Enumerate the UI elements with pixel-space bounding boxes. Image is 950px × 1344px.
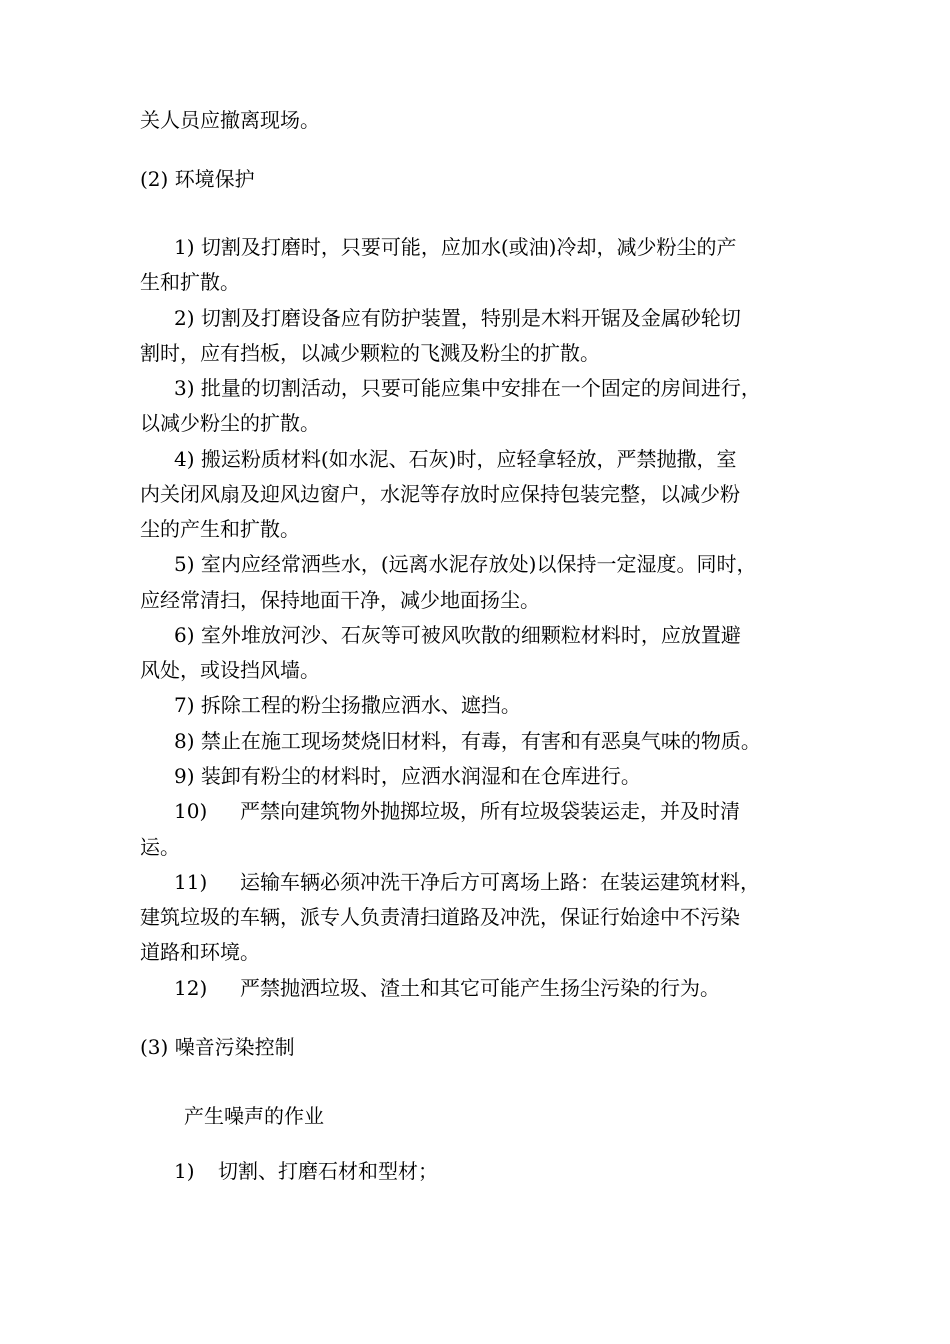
list-item — [174, 798, 740, 824]
list-item-line: 8) 禁止在施工现场焚烧旧材料，有毒，有害和有恶臭气味的物质。 — [174, 729, 761, 753]
list-item-line: 内关闭风扇及迎风边窗户，水泥等存放时应保持包装完整，以减少粉 — [140, 482, 740, 506]
section-heading-environment: (2) 环境保护 — [140, 167, 255, 191]
list-item-number: 11) — [174, 870, 208, 894]
list-item-line: 7) 拆除工程的粉尘扬撒应洒水、遮挡。 — [174, 693, 521, 717]
list-item — [174, 1158, 438, 1184]
list-item-line: 2) 切割及打磨设备应有防护装置，特别是木料开锯及金属砂轮切 — [174, 306, 741, 330]
list-item-line: 9) 装卸有粉尘的材料时，应洒水润湿和在仓库进行。 — [174, 764, 641, 788]
list-item-line: 生和扩散。 — [140, 270, 240, 294]
list-item-number: 12) — [174, 976, 208, 1000]
list-item-line: 运输车辆必须冲洗干净后方可离场上路：在装运建筑材料， — [240, 870, 760, 894]
section-heading-noise: (3) 噪音污染控制 — [140, 1035, 295, 1059]
subheading: 产生噪声的作业 — [184, 1104, 324, 1128]
list-item-line: 应经常清扫，保持地面干净，减少地面扬尘。 — [140, 588, 540, 612]
list-item-line: 建筑垃圾的车辆，派专人负责清扫道路及冲洗，保证行始途中不污染 — [140, 905, 740, 929]
list-item-line: 割时，应有挡板，以减少颗粒的飞溅及粉尘的扩散。 — [140, 341, 600, 365]
list-item-line: 3) 批量的切割活动，只要可能应集中安排在一个固定的房间进行， — [174, 376, 761, 400]
list-item-line: 5) 室内应经常洒些水，(远离水泥存放处)以保持一定湿度。同时， — [174, 552, 757, 576]
list-item-number: 10) — [174, 799, 208, 823]
list-item-number: 1) — [174, 1159, 195, 1183]
list-item-line: 严禁抛洒垃圾、渣土和其它可能产生扬尘污染的行为。 — [240, 976, 720, 1000]
list-item-line: 6) 室外堆放河沙、石灰等可被风吹散的细颗粒材料时，应放置避 — [174, 623, 741, 647]
list-item-line: 尘的产生和扩散。 — [140, 517, 300, 541]
list-item-line: 严禁向建筑物外抛掷垃圾，所有垃圾袋装运走，并及时清 — [240, 799, 740, 823]
list-item-line: 道路和环境。 — [140, 940, 260, 964]
list-item-line: 1) 切割及打磨时，只要可能，应加水(或油)冷却，减少粉尘的产 — [174, 235, 737, 259]
list-item — [174, 869, 760, 895]
list-item-line: 运。 — [140, 835, 180, 859]
list-item-line: 4) 搬运粉质材料(如水泥、石灰)时，应轻拿轻放，严禁抛撒，室 — [174, 447, 737, 471]
list-item-line: 切割、打磨石材和型材； — [218, 1159, 438, 1183]
list-item — [174, 975, 720, 1001]
list-item-line: 风处，或设挡风墙。 — [140, 658, 320, 682]
list-item-line: 以减少粉尘的扩散。 — [140, 411, 320, 435]
continuation-text: 关人员应撤离现场。 — [140, 108, 320, 132]
